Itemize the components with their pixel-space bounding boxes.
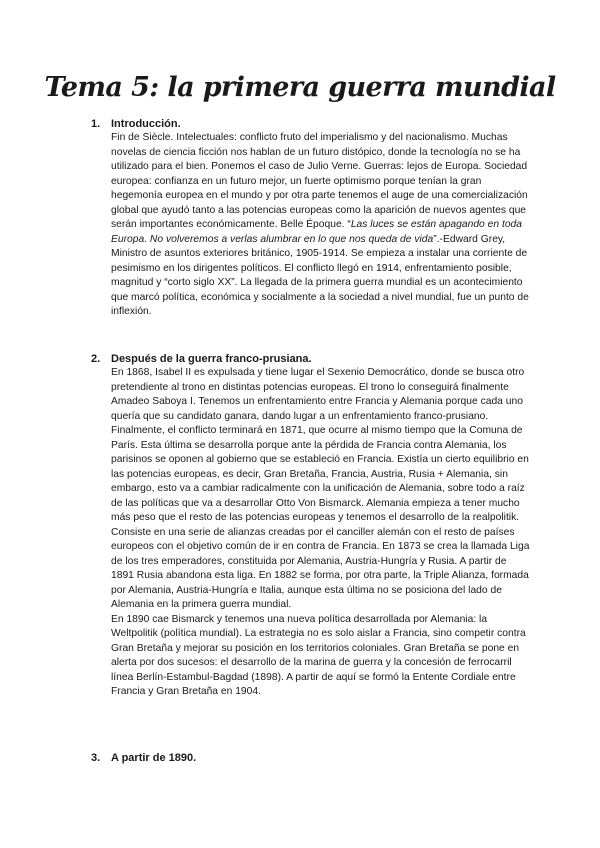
document-title: Tema 5: la primera guerra mundial [44, 72, 556, 103]
paragraph-text: ”.-Edward Grey, Ministro de asuntos exteriores británico, 1905-1914. Se empieza a instalar una corriente de pesimismo en los dirigentes políticos. El conflicto llegó en 1914, enfrentamiento posible, magnitud y “corto siglo XX”. La llegada de la primera guerra mundial es un acontecimiento que marcó política, económica y socialmente a la sociedad a nivel mundial, fue un punto de inflexión. [111, 233, 529, 317]
paragraph: En 1890 cae Bismarck y tenemos una nueva política desarrollada por Alemania: la Weltpolitik (política mundial). La estrategia no es solo aislar a Francia, sino competir contra Gran Bretaña y mejorar su posición en los territorios coloniales. Gran Bretaña se pone en alerta por dos sucesos: el desarrollo de la marina de guerra y la concesión de ferrocarril línea Berlín-Estambul-Bagdad (1898). A partir de aquí se formó la Entente Cordiale entre Francia y Gran Bretaña en 1904. [111, 613, 526, 697]
paragraph [111, 131, 531, 320]
paragraph-text: Fin de Siècle. Intelectuales: conflicto fruto del imperialismo y del nacionalismo. Muchas novelas de ciencia ficción nos hablan de un futuro distópico, donde la tecnología no se ha utilizado para el bien. Ponemos el caso de Julio Verne. Guerras: lejos de Europa. Sociedad europea: confianza en un futuro mejor, un fuerte optimismo porque tenían la gran hegemonía europea en el mundo y por otra parte tenemos el auge de una comercialización global que ayudó tanto a las potencias europeas como la aparición de nuevos agentes que serán importantes económicamente. Belle Époque. “ [111, 132, 528, 230]
section-number: 2. [91, 353, 101, 365]
paragraph: En 1868, Isabel II es expulsada y tiene lugar el Sexenio Democrático, donde se busca otro pretendiente al trono en distintas potencias europeas. El trono lo conseguirá finalmente Amadeo Saboya I. Tenemos un enfrentamiento entre Francia y Alemania porque cada uno quería que su candidato ganara, dando lugar a un enfrentamiento franco-prusiano. Finalmente, el conflicto terminará en 1871, que ocurre al mismo tiempo que la Comuna de París. Esta última se desarrolla porque ante la pérdida de Francia contra Alemania, los parisinos se oponen al gobierno que se estableció en Francia. Existía un cierto equilibrio en las potencias europeas, es decir, Gran Bretaña, Francia, Austria, Rusia + Alemania, sin embargo, esto va a cambiar radicalmente con la unificación de Alemania, sobre todo a raíz de las políticas que va a desarrollar Otto Von Bismarck. Alemania empieza a tener mucho más peso que el resto de las potencias europeas y tenemos el desarrollo de la realpolitik. Consiste en una serie de alianzas creadas por el canciller alemán con el resto de países europeos con el objetivo común de ir en contra de Francia. En 1873 se crea la llamada Liga de los tres emperadores, constituida por Alemania, Austria-Hungría y Rusia. A partir de 1891 Rusia abandona esta liga. En 1882 se forma, por otra parte, la Triple Alianza, formada por Alemania, Austria-Hungría e Italia, aunque esta última no se posiciona del lado de Alemania en la primera guerra mundial. [111, 367, 530, 610]
section-heading: Introducción. [111, 118, 181, 130]
section-body [111, 366, 531, 700]
section-heading: A partir de 1890. [111, 752, 197, 764]
section-heading: Después de la guerra franco-prusiana. [111, 353, 312, 365]
grey-quote: Las luces se están apagando en toda Europa. No volveremos a verlas alumbrar en lo que nos queda de vida [111, 219, 523, 245]
section-number: 1. [91, 118, 101, 130]
section-body [111, 131, 531, 320]
section-number: 3. [91, 752, 101, 764]
